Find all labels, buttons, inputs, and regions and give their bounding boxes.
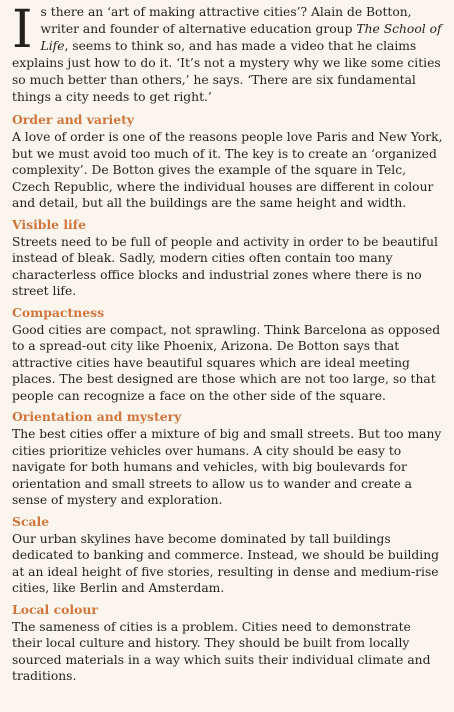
- section-heading: Scale: [12, 513, 50, 529]
- intro-text-2: , seems to think so, and has made a video that he claims explains just how to do it. ‘It’s not a mystery why we like some cities so much better than others,’ he says. ‘There are six fundamental things a city needs to get right.’: [12, 39, 441, 104]
- intro-text-1: s there an ‘art of making attractive cities’? Alain de Botton, writer and founder of alternative education group: [40, 5, 412, 36]
- section-local-colour: [12, 602, 444, 685]
- section-body: A love of order is one of the reasons people love Paris and New York, but we must avoid too much of it. The key is to create an ‘organized complexity’. De Botton gives the example of the square in Telc, Czech Republic, where the individual houses are different in colour and detail, but all the buildings are the same height and width.: [12, 130, 443, 210]
- section-scale: [12, 514, 444, 597]
- section-orientation-and-mystery: [12, 409, 444, 509]
- section-heading: Compactness: [12, 304, 105, 320]
- section-body: The sameness of cities is a problem. Cities need to demonstrate their local culture and history. They should be built from locally sourced materials in a way which suits their individual climate and traditions.: [12, 619, 431, 683]
- section-body: Streets need to be full of people and activity in order to be beautiful instead of bleak. Sadly, modern cities often contain too many characterless office blocks and industrial zones where there is no street life.: [12, 234, 438, 298]
- intro-paragraph: [12, 0, 444, 106]
- section-compactness: [12, 305, 444, 405]
- section-order-and-variety: [12, 112, 444, 212]
- section-heading: Visible life: [12, 216, 86, 232]
- section-body: Good cities are compact, not sprawling. Think Barcelona as opposed to a spread-out city like Phoenix, Arizona. De Botton says that attractive cities have beautiful squares which are ideal meeting places. The best designed are those which are not too large, so that people can recognize a face on the other side of the square.: [12, 322, 441, 403]
- intro-org-name: The School of Life: [40, 22, 442, 53]
- section-heading: Orientation and mystery: [12, 409, 182, 424]
- section-visible-life: [12, 217, 444, 300]
- section-body: Our urban skylines have become dominated by tall buildings dedicated to banking and commerce. Instead, we should be building at an ideal height of five stories, resulting in dense and medium-rise cities, like Berlin and Amsterdam.: [12, 531, 440, 595]
- section-heading: Order and variety: [12, 112, 134, 127]
- section-heading: Local colour: [12, 601, 98, 617]
- section-body: The best cities offer a mixture of big and small streets. But too many cities prioritize vehicles over humans. A city should be easy to navigate for both humans and vehicles, with big boulevards for orientation and small streets to allow us to wander and create a sense of mystery and exploration.: [12, 427, 442, 507]
- drop-cap: I: [12, 0, 33, 60]
